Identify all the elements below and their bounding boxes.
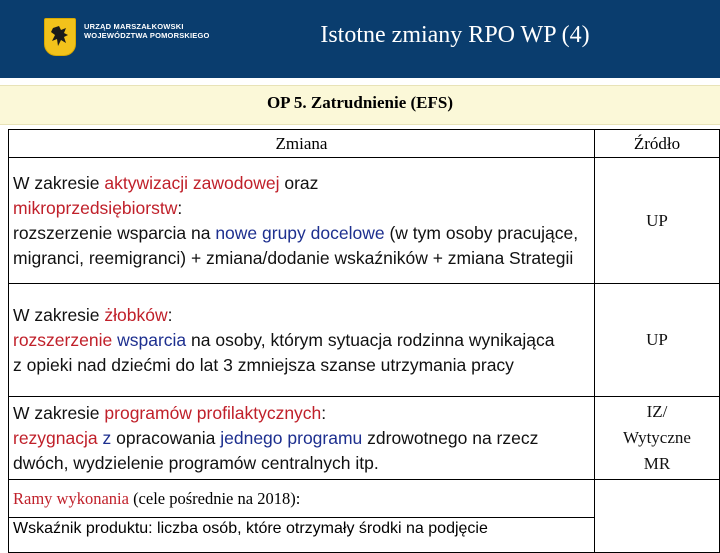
table-header-row bbox=[9, 130, 720, 158]
highlight-text: aktywizacji zawodowej bbox=[104, 172, 280, 193]
text-run: : bbox=[321, 402, 327, 423]
highlight-text: programów profilaktycznych bbox=[104, 402, 322, 423]
source-line: IZ/ bbox=[646, 402, 668, 421]
organization-name bbox=[84, 22, 210, 40]
highlight-text: żłobków bbox=[104, 304, 168, 325]
change-cell bbox=[9, 284, 595, 397]
text-run: W zakresie bbox=[13, 402, 105, 423]
table-row bbox=[9, 158, 720, 284]
griffin-crest-icon bbox=[44, 18, 76, 56]
slide-subtitle: OP 5. Zatrudnienie (EFS) bbox=[266, 93, 454, 112]
text-run: : bbox=[167, 304, 173, 325]
highlight-text: Ramy wykonania bbox=[13, 488, 129, 508]
table-row bbox=[9, 480, 720, 518]
highlight-text: nowe grupy docelowe bbox=[215, 222, 385, 243]
slide-title: Istotne zmiany RPO WP (4) bbox=[320, 22, 590, 48]
source-cell: UP bbox=[595, 158, 720, 284]
text-run: z opieki nad dziećmi do lat 3 zmniejsza szanse utrzymania pracy bbox=[13, 354, 514, 375]
source-cell: UP bbox=[595, 284, 720, 397]
text-run: opracowania bbox=[116, 427, 216, 448]
column-header-change: Zmiana bbox=[9, 130, 595, 158]
highlight-text: wsparcia bbox=[117, 329, 187, 350]
table-row bbox=[9, 284, 720, 397]
header-bar bbox=[0, 0, 720, 78]
text-run: zdrowotnego na rzecz dwóch, wydzielenie programów centralnych itp. bbox=[13, 427, 539, 473]
highlight-text: rozszerzenie bbox=[13, 329, 113, 350]
change-cell bbox=[9, 158, 595, 284]
change-cell bbox=[9, 397, 595, 480]
indicator-cell: Wskaźnik produktu: liczba osób, które otrzymały środki na podjęcie bbox=[9, 518, 595, 553]
column-header-source: Źródło bbox=[595, 130, 720, 158]
text-run: W zakresie bbox=[13, 304, 105, 325]
text-run: rozszerzenie wsparcia na bbox=[13, 222, 216, 243]
text-run: (w tym osoby pracujące, migranci, reemigranci) + zmiana/dodanie wskaźników + zmiana Strategii bbox=[13, 222, 579, 268]
text-run: z bbox=[97, 427, 117, 448]
changes-table bbox=[8, 129, 720, 553]
source-line: Wytyczne bbox=[623, 428, 691, 447]
highlight-text: jednego programu bbox=[220, 427, 363, 448]
source-cell bbox=[595, 397, 720, 480]
source-line: MR bbox=[643, 454, 671, 473]
highlight-text: rezygnacja bbox=[13, 427, 98, 448]
source-cell bbox=[595, 480, 720, 553]
org-line-2: WOJEWÓDZTWA POMORSKIEGO bbox=[84, 31, 210, 40]
text-run: oraz bbox=[279, 172, 319, 193]
org-line-1: URZĄD MARSZAŁKOWSKI bbox=[84, 22, 184, 31]
highlight-text: mikroprzedsiębiorstw bbox=[13, 197, 178, 218]
table-row bbox=[9, 397, 720, 480]
text-run: na osoby, którym sytuacja rodzinna wynikająca bbox=[186, 329, 555, 350]
ramy-cell bbox=[9, 480, 595, 518]
logo bbox=[44, 18, 210, 56]
text-run: W zakresie bbox=[13, 172, 105, 193]
text-run: (cele pośrednie na 2018): bbox=[128, 488, 301, 508]
text-run: : bbox=[177, 197, 183, 218]
